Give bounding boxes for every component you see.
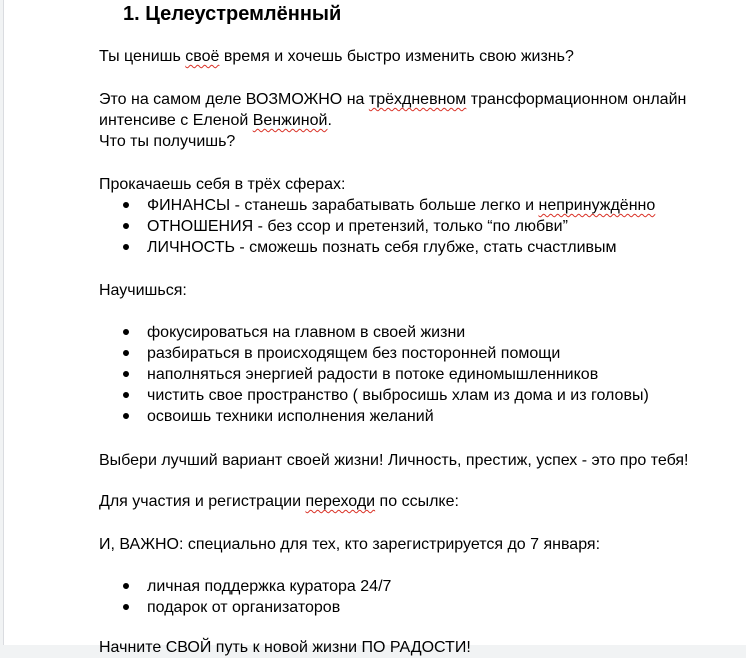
paragraph-choose: Выбери лучший вариант своей жизни! Личность, престиж, успех - это про тебя! <box>99 452 689 469</box>
bullet-icon <box>123 329 129 335</box>
paragraph-important: И, ВАЖНО: специально для тех, кто зарегистрируется до 7 января: <box>99 536 601 553</box>
list-item: чистить свое пространство ( выбросишь хлам из дома и из головы) <box>147 387 649 404</box>
bullet-icon <box>123 350 129 356</box>
heading: 1. Целеустремлённый <box>123 3 342 25</box>
bullet-icon <box>123 604 129 610</box>
paragraph-registration: Для участия и регистрации переходи по ссылке: <box>99 493 459 510</box>
list-item: фокусироваться на главном в своей жизни <box>147 324 466 341</box>
list-item: разбираться в происходящем без посторонней помощи <box>147 345 561 362</box>
paragraph-possible-line2: интенсиве с Еленой Венжиной. <box>99 112 332 129</box>
paragraph-what-you-get: Что ты получишь? <box>99 133 236 150</box>
list-item: освоишь техники исполнения желаний <box>147 408 434 425</box>
list-item: личная поддержка куратора 24/7 <box>147 578 392 595</box>
list-item: наполняться энергией радости в потоке единомышленников <box>147 366 599 383</box>
paragraph-start-path: Начните СВОЙ путь к новой жизни ПО РАДОСТИ! <box>99 639 471 656</box>
bullet-icon <box>123 583 129 589</box>
bullet-icon <box>123 392 129 398</box>
spellcheck-word[interactable]: трёхдневном <box>368 91 467 108</box>
list-item-relations: ОТНОШЕНИЯ - без ссор и претензий, только “по любви” <box>147 218 568 235</box>
spellcheck-word[interactable]: своё <box>185 48 220 65</box>
paragraph-learn: Научишься: <box>99 282 187 299</box>
bullet-icon <box>123 202 129 208</box>
list-item: подарок от организаторов <box>147 599 341 616</box>
bullet-icon <box>123 371 129 377</box>
spellcheck-word[interactable]: переходи <box>305 493 376 510</box>
paragraph-possible-line1: Это на самом деле ВОЗМОЖНО на трёхдневном трансформационном онлайн <box>99 91 687 108</box>
list-item-personality: ЛИЧНОСТЬ - сможешь познать себя глубже, стать счастливым <box>147 239 617 256</box>
document-page <box>3 0 746 656</box>
spellcheck-word[interactable]: Венжиной <box>252 112 328 129</box>
bullet-icon <box>123 244 129 250</box>
bullet-icon <box>123 223 129 229</box>
bullet-icon <box>123 413 129 419</box>
paragraph-question: Ты ценишь своё время и хочешь быстро изменить свою жизнь? <box>99 48 574 65</box>
spellcheck-word[interactable]: непринуждённо <box>538 197 656 214</box>
list-item-finance: ФИНАНСЫ - станешь зарабатывать больше легко и непринуждённо <box>147 197 656 214</box>
paragraph-spheres-intro: Прокачаешь себя в трёх сферах: <box>99 176 346 193</box>
